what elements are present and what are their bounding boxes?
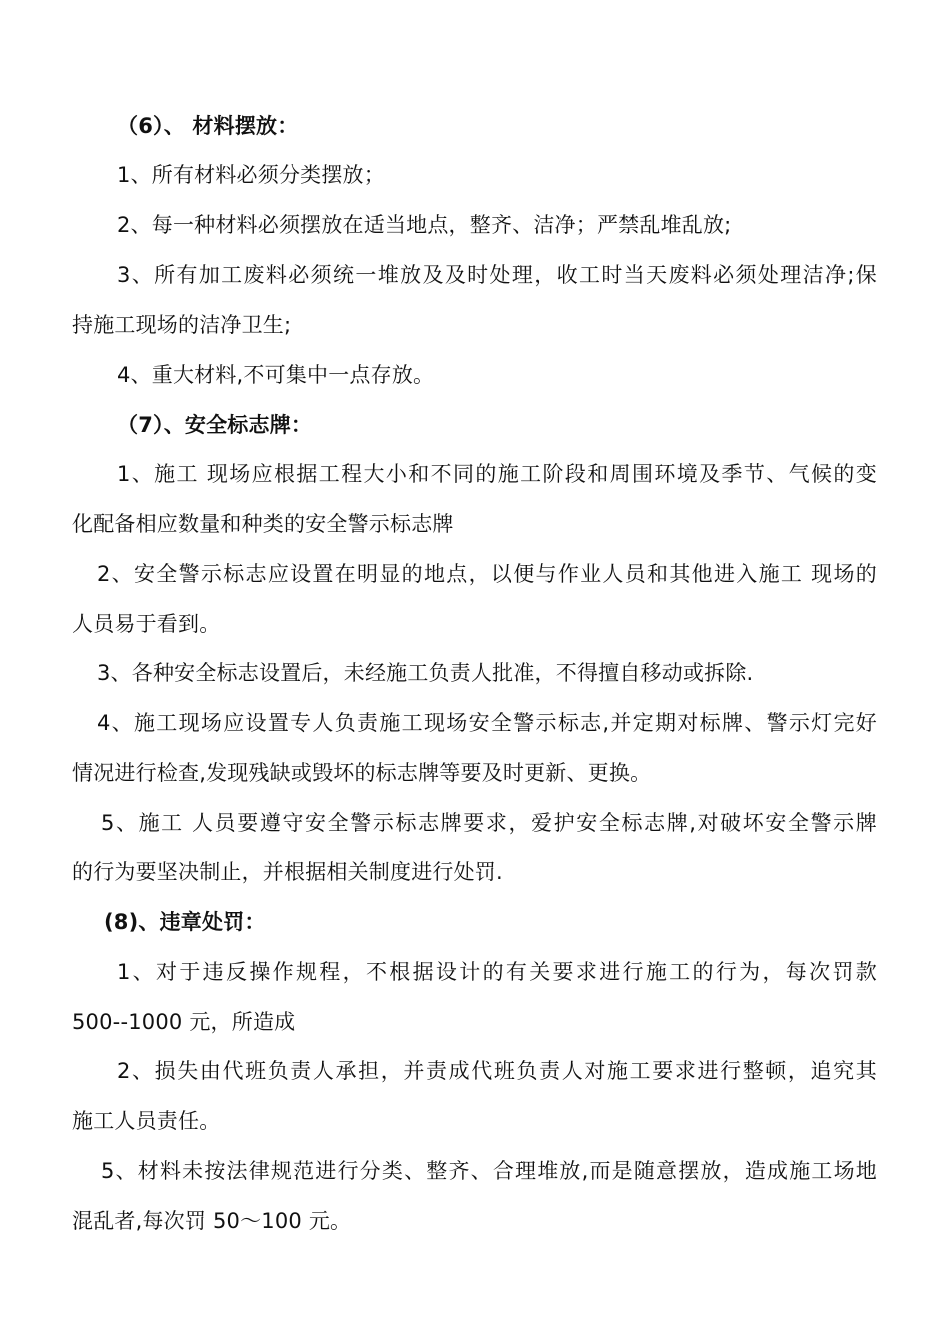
paragraph-line: 4、重大材料,不可集中一点存放。 xyxy=(117,363,435,387)
paragraph-line: 5、材料未按法律规范进行分类、整齐、合理堆放,而是随意摆放，造成施工场地 xyxy=(101,1159,877,1183)
paragraph-line: 1、所有材料必须分类摆放； xyxy=(117,163,385,187)
paragraph-line: 2、安全警示标志应设置在明显的地点，以便与作业人员和其他进入施工 现场的 xyxy=(97,562,877,586)
paragraph-line: 的行为要坚决制止，并根据相关制度进行处罚. xyxy=(72,860,503,884)
paragraph-line: 5、施工 人员要遵守安全警示标志牌要求，爱护安全标志牌,对破坏安全警示牌 xyxy=(101,811,877,835)
paragraph-line: 1、对于违反操作规程，不根据设计的有关要求进行施工的行为，每次罚款 xyxy=(117,960,877,984)
paragraph-line: 4、施工现场应设置专人负责施工现场安全警示标志,并定期对标牌、警示灯完好 xyxy=(97,711,877,735)
paragraph-line: 人员易于看到。 xyxy=(72,612,221,636)
section-heading-material-placement: （6）、 材料摆放： xyxy=(117,114,299,138)
paragraph-line: 情况进行检查,发现残缺或毁坏的标志牌等要及时更新、更换。 xyxy=(72,761,652,785)
paragraph-line: 混乱者,每次罚 50～100 元。 xyxy=(72,1209,352,1233)
paragraph-line: 2、每一种材料必须摆放在适当地点，整齐、洁净；严禁乱堆乱放; xyxy=(117,213,732,237)
paragraph-line: 化配备相应数量和种类的安全警示标志牌 xyxy=(72,512,454,536)
paragraph-line: 1、施工 现场应根据工程大小和不同的施工阶段和周围环境及季节、气候的变 xyxy=(117,462,877,486)
paragraph-line: 2、损失由代班负责人承担，并责成代班负责人对施工要求进行整顿，追究其 xyxy=(117,1059,877,1083)
section-heading-violation-penalty: (8)、违章处罚： xyxy=(104,910,266,934)
paragraph-line: 500--1000 元，所造成 xyxy=(72,1010,296,1034)
paragraph-line: 3、各种安全标志设置后，未经施工负责人批准，不得擅自移动或拆除. xyxy=(97,661,754,685)
section-heading-safety-signs: （7）、安全标志牌： xyxy=(117,413,313,437)
paragraph-line: 施工人员责任。 xyxy=(72,1109,221,1133)
paragraph-line: 持施工现场的洁净卫生; xyxy=(72,313,292,337)
paragraph-line: 3、所有加工废料必须统一堆放及及时处理，收工时当天废料必须处理洁净;保 xyxy=(117,263,877,287)
